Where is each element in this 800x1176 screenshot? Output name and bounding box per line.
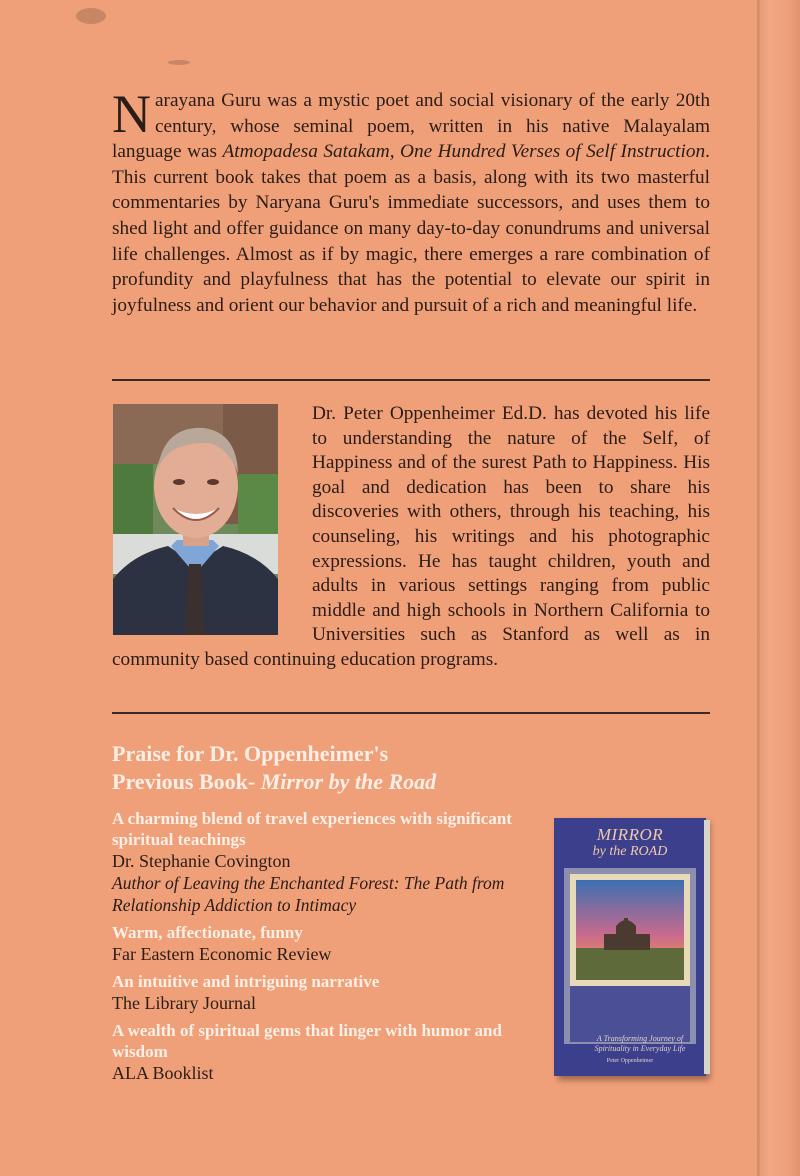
spine-fold-line (758, 0, 760, 1176)
praise-heading-line2 (112, 768, 712, 796)
book-cover-author: Peter Oppenheimer (606, 1058, 654, 1064)
praise-heading-prefix: Previous Book- (112, 769, 261, 794)
review-quote: An intuitive and intriguing narrative (112, 972, 380, 991)
book-cover-title-line1: MIRROR (596, 825, 664, 844)
stain-mark (168, 60, 190, 65)
review-quote: A charming blend of travel experiences with significant spiritual teachings (112, 809, 512, 849)
intro-text-part2: . This current book takes that poem as a basis, along with its two masterful commentaries by Naryana Guru's immediate successors, and uses them to shed light and offer guidance on many day-to-day conundrums and universal life challenges. Almost as if by magic, there emerges a rare combination of profundity and playfulness that has the potential to elevate our spirit in joyfulness and orient our behavior and pursuit of a rich and meaningful life. (112, 141, 710, 316)
review-source: ALA Booklist (112, 1063, 214, 1083)
book-cover-title-line2: by the ROAD (592, 844, 668, 859)
book-cover-subtitle: A Transforming Journey of Spirituality in Everyday Life (594, 1034, 686, 1053)
review-source: Far Eastern Economic Review (112, 944, 332, 964)
review-quote: Warm, affectionate, funny (112, 923, 303, 942)
review-source: The Library Journal (112, 993, 256, 1013)
previous-book-cover (554, 818, 712, 1080)
book-cover-art-frame (564, 868, 696, 1053)
drop-cap: N (112, 84, 151, 144)
review-item (112, 808, 532, 916)
intro-paragraph (112, 84, 710, 318)
book-cover-front (554, 818, 706, 1076)
book-spine (757, 0, 800, 1176)
poem-title: Atmopadesa Satakam, One Hundred Verses of Self Instruction (222, 141, 706, 163)
book-cover-title (564, 826, 696, 860)
previous-book-title: Mirror by the Road (260, 769, 437, 794)
review-source-description: Author of Leaving the Enchanted Forest: The Path from Relationship Addiction to Intimacy (112, 873, 505, 915)
divider-top (112, 379, 710, 381)
divider-bottom (112, 712, 710, 714)
book-cover-art (564, 868, 696, 1044)
review-quote: A wealth of spiritual gems that linger with humor and wisdom (112, 1021, 502, 1061)
review-item (112, 971, 532, 1014)
author-bio (112, 402, 710, 673)
review-source: Dr. Stephanie Covington (112, 851, 291, 871)
review-item (112, 1020, 532, 1084)
stain-mark (76, 8, 106, 24)
review-list (112, 808, 532, 1090)
book-page-edge (704, 820, 710, 1074)
bio-text: Dr. Peter Oppenheimer Ed.D. has devoted his life to understanding the nature of the Self, of Happiness and of the surest Path to Happiness. His goal and dedication has been to share his discoveries with others, through his teaching, his counseling, his writings and his photographic expressions. He has taught children, youth and adults in various settings ranging from public middle and high schools in Northern California to Universities such as Stanford as well as in community based continuing education programs. (112, 403, 710, 670)
intro-text-part1: arayana Guru was a mystic poet and social visionary of the early 20th century, whose seminal poem, written in his native Malayalam language was (112, 90, 710, 163)
photo-spacer (112, 402, 312, 638)
review-item (112, 922, 532, 965)
praise-heading (112, 740, 712, 796)
praise-heading-line1: Praise for Dr. Oppenheimer's (112, 741, 389, 766)
